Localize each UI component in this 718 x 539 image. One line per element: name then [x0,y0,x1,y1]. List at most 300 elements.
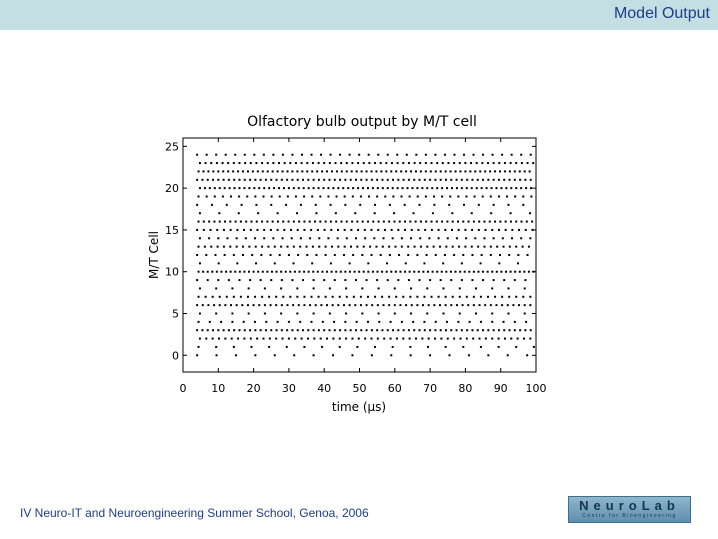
spike-point [345,287,347,289]
spike-point [511,237,513,239]
spike-point [352,196,354,198]
spike-point [467,304,469,306]
spike-point [343,304,345,306]
spike-point [337,237,339,239]
spike-point [459,287,461,289]
spike-point [476,187,478,189]
spike-point [400,170,402,172]
spike-point [282,237,284,239]
spike-point [278,187,280,189]
spike-point [349,304,351,306]
spike-point [508,296,510,298]
spike-point [517,338,519,340]
spike-point [374,162,376,164]
spike-point [349,262,351,264]
spike-point [531,221,533,223]
spike-point [434,338,436,340]
spike-point [449,354,451,356]
spike-point [479,170,481,172]
spike-point [372,271,374,273]
spike-point [238,212,240,214]
spike-point [261,296,263,298]
spike-point [459,296,461,298]
spike-point [378,313,380,315]
spike-point [245,221,247,223]
spike-point [284,162,286,164]
spike-point [291,237,293,239]
spike-point [450,170,452,172]
spike-point [248,187,250,189]
spike-point [485,229,487,231]
spike-point [411,187,413,189]
spike-point [247,170,249,172]
spike-point [327,196,329,198]
spike-point [346,170,348,172]
spike-point [266,271,268,273]
spike-point [208,221,210,223]
spike-point [506,196,508,198]
spike-point [368,196,370,198]
spike-point [471,246,473,248]
spike-point [419,162,421,164]
spike-point [530,329,532,331]
spike-point [471,229,473,231]
spike-point [236,246,238,248]
spike-point [288,321,290,323]
spike-point [298,187,300,189]
spike-point [356,170,358,172]
spike-point [481,254,483,256]
spike-point [345,338,347,340]
spike-point [367,321,369,323]
spike-point [339,329,341,331]
spike-point [498,162,500,164]
spike-point [233,329,235,331]
spike-point [321,170,323,172]
spike-point [282,296,284,298]
spike-point [215,313,217,315]
spike-point [256,229,258,231]
spike-point [231,338,233,340]
spike-point [298,304,300,306]
spike-point [504,338,506,340]
spike-point [289,271,291,273]
spike-point [479,338,481,340]
spike-point [371,179,373,181]
spike-point [415,338,417,340]
spike-point [402,296,404,298]
spike-point [266,221,268,223]
spike-point [432,271,434,273]
spike-point [439,304,441,306]
spike-point [223,229,225,231]
spike-point [350,329,352,331]
spike-point [309,221,311,223]
spike-point [409,296,411,298]
spike-point [248,287,250,289]
spike-point [202,271,204,273]
spike-point [330,221,332,223]
spike-point [477,179,479,181]
spike-point [298,221,300,223]
spike-point [196,204,198,206]
spike-point [510,221,512,223]
spike-point [436,221,438,223]
spike-point [393,221,395,223]
spike-point [464,229,466,231]
spike-point [279,196,281,198]
spike-point [450,279,452,281]
spike-point [258,304,260,306]
spike-point [315,212,317,214]
spike-point [478,204,480,206]
spike-point [293,354,295,356]
spike-point [374,212,376,214]
spike-point [214,254,216,256]
spike-point [224,254,226,256]
spike-point [351,221,353,223]
spike-point [487,162,489,164]
spike-point [408,329,410,331]
spike-point [483,221,485,223]
spike-point [440,170,442,172]
spike-point [307,338,309,340]
spike-point [409,271,411,273]
spike-point [479,304,481,306]
spike-point [317,229,319,231]
spike-point [203,229,205,231]
logo-sub-text: Centre for Bioengineering [582,513,677,519]
spike-point [380,170,382,172]
spike-point [410,287,412,289]
spike-point [490,304,492,306]
spike-point [443,313,445,315]
spike-point [526,354,528,356]
spike-point [361,313,363,315]
spike-point [465,196,467,198]
spike-point [511,229,513,231]
spike-point [396,338,398,340]
spike-point [450,329,452,331]
spike-point [364,229,366,231]
spike-point [519,329,521,331]
spike-point [527,254,529,256]
spike-point [243,271,245,273]
spike-point [494,296,496,298]
spike-point [302,179,304,181]
spike-point [414,246,416,248]
spike-point [532,162,534,164]
spike-point [231,287,233,289]
spike-point [431,221,433,223]
spike-point [309,304,311,306]
spike-point [272,170,274,172]
logo-main-text: NeuroLab [579,498,680,513]
spike-point [281,179,283,181]
spike-point [250,229,252,231]
spike-point [237,338,239,340]
spike-point [270,179,272,181]
spike-point [293,221,295,223]
spike-point [493,204,495,206]
spike-point [206,196,208,198]
spike-point [229,246,231,248]
spike-point [344,321,346,323]
spike-point [286,329,288,331]
spike-point [412,321,414,323]
spike-point [424,229,426,231]
spike-point [388,221,390,223]
spike-point [446,321,448,323]
y-axis-label: M/T Cell [147,231,161,279]
spike-point [207,304,209,306]
spike-point [456,304,458,306]
spike-point [453,162,455,164]
spike-point [206,154,208,156]
spike-point [349,271,351,273]
spike-point [367,187,369,189]
spike-point [250,346,252,348]
spike-point [287,196,289,198]
spike-point [244,329,246,331]
spike-point [313,187,315,189]
spike-point [354,304,356,306]
spike-point [514,329,516,331]
spike-point [282,170,284,172]
spike-point [226,296,228,298]
spike-point [438,229,440,231]
spike-point [507,313,509,315]
spike-point [320,154,322,156]
spike-point [217,279,219,281]
spike-point [405,170,407,172]
spike-point [507,287,509,289]
spike-point [402,162,404,164]
spike-point [445,304,447,306]
spike-point [421,338,423,340]
spike-point [324,229,326,231]
spike-point [494,221,496,223]
spike-point [205,162,207,164]
spike-point [407,187,409,189]
spike-point [496,271,498,273]
spike-point [265,329,267,331]
spike-point [362,221,364,223]
spike-point [435,321,437,323]
spike-point [507,354,509,356]
spike-point [268,346,270,348]
spike-point [230,304,232,306]
spike-point [320,304,322,306]
spike-point [456,187,458,189]
spike-point [456,237,458,239]
spike-point [390,271,392,273]
spike-point [472,338,474,340]
spike-point [426,287,428,289]
spike-point [297,329,299,331]
spike-point [329,313,331,315]
spike-point [366,170,368,172]
spike-point [356,246,358,248]
spike-point [511,154,513,156]
spike-point [222,170,224,172]
spike-point [306,254,308,256]
spike-point [244,162,246,164]
spike-point [514,179,516,181]
spike-point [490,196,492,198]
spike-point [230,229,232,231]
spike-point [265,321,267,323]
spike-point [387,179,389,181]
spike-point [318,162,320,164]
spike-point [249,329,251,331]
spike-point [228,279,230,281]
spike-point [385,162,387,164]
spike-point [483,246,485,248]
spike-point [212,296,214,298]
spike-point [199,338,201,340]
spike-point [316,170,318,172]
spike-point [357,229,359,231]
spike-point [452,246,454,248]
spike-point [450,179,452,181]
spike-point [310,296,312,298]
spike-point [358,338,360,340]
spike-point [218,262,220,264]
spike-point [445,271,447,273]
spike-point [438,237,440,239]
spike-point [207,170,209,172]
spike-point [242,246,244,248]
spike-point [413,271,415,273]
spike-point [391,229,393,231]
spike-point [444,254,446,256]
spike-point [208,237,210,239]
spike-point [415,221,417,223]
spike-point [263,237,265,239]
spike-point [411,304,413,306]
spike-point [212,179,214,181]
y-tick-label: 10 [165,265,179,279]
spike-point [458,246,460,248]
spike-point [267,246,269,248]
spike-point [303,271,305,273]
spike-point [336,170,338,172]
spike-point [358,271,360,273]
spike-point [218,338,220,340]
spike-point [238,179,240,181]
spike-point [199,187,201,189]
spike-point [279,254,281,256]
spike-point [477,329,479,331]
spike-point [295,196,297,198]
spike-point [270,304,272,306]
spike-point [520,187,522,189]
spike-point [524,279,526,281]
spike-point [509,170,511,172]
spike-point [256,338,258,340]
spike-point [267,162,269,164]
spike-point [296,313,298,315]
spike-point [363,246,365,248]
spike-point [229,187,231,189]
spike-point [387,279,389,281]
spike-point [207,179,209,181]
spike-point [482,196,484,198]
spike-point [381,271,383,273]
spike-point [321,271,323,273]
x-tick-label: 50 [352,382,367,395]
spike-point [254,179,256,181]
spike-point [307,329,309,331]
spike-point [261,162,263,164]
spike-point [355,329,357,331]
spike-point [510,338,512,340]
spike-point [303,221,305,223]
spike-point [428,338,430,340]
spike-point [489,170,491,172]
spike-point [360,329,362,331]
spike-point [232,170,234,172]
spike-point [462,221,464,223]
spike-point [228,179,230,181]
spike-point [504,162,506,164]
chart-title: Olfactory bulb output by M/T cell [247,114,477,130]
spike-point [289,296,291,298]
spike-point [503,279,505,281]
spike-point [518,304,520,306]
spike-point [360,296,362,298]
spike-point [363,271,365,273]
spike-point [211,204,213,206]
spike-point [451,212,453,214]
spike-point [274,354,276,356]
spike-point [453,254,455,256]
spike-point [285,204,287,206]
spike-point [337,304,339,306]
spike-point [468,271,470,273]
spike-point [525,187,527,189]
spike-point [426,254,428,256]
spike-point [404,204,406,206]
spike-point [380,162,382,164]
spike-point [392,346,394,348]
spike-point [530,154,532,156]
spike-point [240,296,242,298]
neurolab-logo [568,496,691,523]
spike-point [270,204,272,206]
spike-point [361,287,363,289]
spike-point [523,338,525,340]
spike-point [471,254,473,256]
spike-point [203,221,205,223]
spike-point [431,296,433,298]
spike-point [409,221,411,223]
spike-point [344,196,346,198]
spike-point [326,170,328,172]
spike-point [445,329,447,331]
spike-point [235,221,237,223]
spike-point [417,229,419,231]
spike-point [390,354,392,356]
spike-point [377,271,379,273]
spike-point [318,237,320,239]
spike-point [425,170,427,172]
spike-point [238,329,240,331]
spike-point [391,162,393,164]
spike-point [395,271,397,273]
spike-point [255,262,257,264]
